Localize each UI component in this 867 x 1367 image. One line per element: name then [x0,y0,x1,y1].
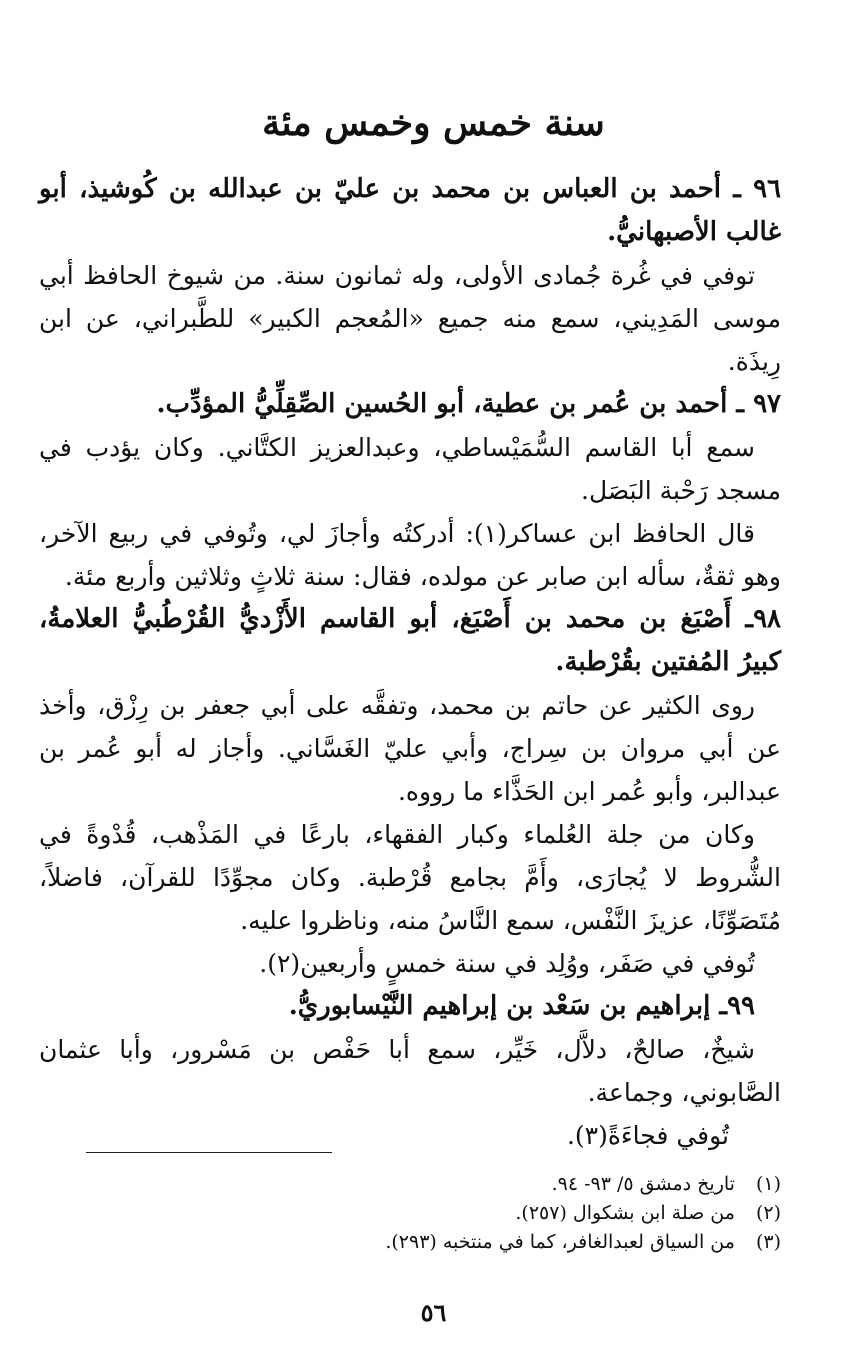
entry-98-description: وكان من جلة العُلماء وكبار الفقهاء، بارعًا في المَذْهب، قُدْوةً في الشُّروط لا يُجارَى، وأَمَّ بجامع قُرْطبة. وكان مجوِّدًا للقرآن، فاضلاً، مُتَصَوِّنًا، عزيزَ النَّفْس، سمع النَّاسُ منه، وناظروا عليه. [39,820,781,935]
page-title: سنة خمس وخمس مئة [262,102,605,144]
footnote-divider [86,1152,332,1153]
entry-98-death: تُوفي في صَفَر، ووُلِد في سنة خمسٍ وأربعين(٢). [259,949,755,978]
entry-99-heading: ٩٩ـ إبراهيم بن سَعْد بن إبراهيم النَّيْسابوريُّ. [288,991,755,1021]
page-body [39,168,781,1157]
footnote-text: من صلة ابن بشكوال (٢٥٧). [515,1202,735,1224]
page-number: ٥٦ [420,1298,447,1327]
entry-96-text: توفي في غُرة جُمادى الأولى، وله ثمانون سنة. من شيوخ الحافظ أبي موسى المَدِيني، سمع منه جميع «المُعجم الكبير» للطَّبراني، عن ابن رِيذَة. [39,261,781,376]
footnotes [39,1170,781,1257]
footnote-number: (٣) [755,1231,781,1253]
entry-98-teachers: روى الكثير عن حاتم بن محمد، وتفقَّه على أبي جعفر بن رِزْق، وأخذ عن أبي مروان بن سِراج، وأبي عليّ الغَسَّاني. وأجاز له أبو عُمر بن عبدالبر، وأبو عُمر ابن الحَذَّاء ما رووه. [39,691,781,806]
footnote [39,1170,781,1199]
footnote-number: (٢) [755,1202,781,1224]
entry-99-text: شيخٌ، صالحٌ، دلاَّل، خَيِّر، سمع أبا حَفْص بن مَسْرور، وأبا عثمان الصَّابوني، وجماعة. [39,1035,781,1107]
entry-99-death: تُوفي فجاءَةً(٣). [566,1121,729,1150]
entry-97-heading: ٩٧ ـ أحمد بن عُمر بن عطية، أبو الحُسين الصِّقِلِّيُّ المؤدِّب. [156,389,781,419]
footnote-number: (١) [755,1173,781,1195]
footnote-text: من السياق لعبدالغافر، كما في منتخبه (٢٩٣). [385,1231,735,1253]
entry-97-text: سمع أبا القاسم السُّمَيْساطي، وعبدالعزيز الكتَّاني. وكان يؤدب في مسجد رَحْبة البَصَل. [39,433,781,505]
footnote-text: تاريخ دمشق ٥/ ٩٣- ٩٤. [551,1173,735,1195]
entry-98-heading: ٩٨ـ أَصْبَغ بن محمد بن أَصْبَغ، أبو القاسم الأَزْديُّ القُرْطُبيُّ العلامةُ، كبيرُ المُفتين بقُرْطبة. [39,604,781,677]
entry-97-quote: قال الحافظ ابن عساكر(١): أدركتُه وأجازَ لي، وتُوفي في ربيع الآخر، وهو ثقةٌ، سأله ابن صابر عن مولده، فقال: سنة ثلاثٍ وثلاثين وأربع مئة. [39,519,781,591]
footnote [39,1228,781,1257]
entry-96-heading: ٩٦ ـ أحمد بن العباس بن محمد بن عليّ بن عبدالله بن كُوشيذ، أبو غالب الأصبهانيُّ. [39,174,781,247]
footnote [39,1199,781,1228]
